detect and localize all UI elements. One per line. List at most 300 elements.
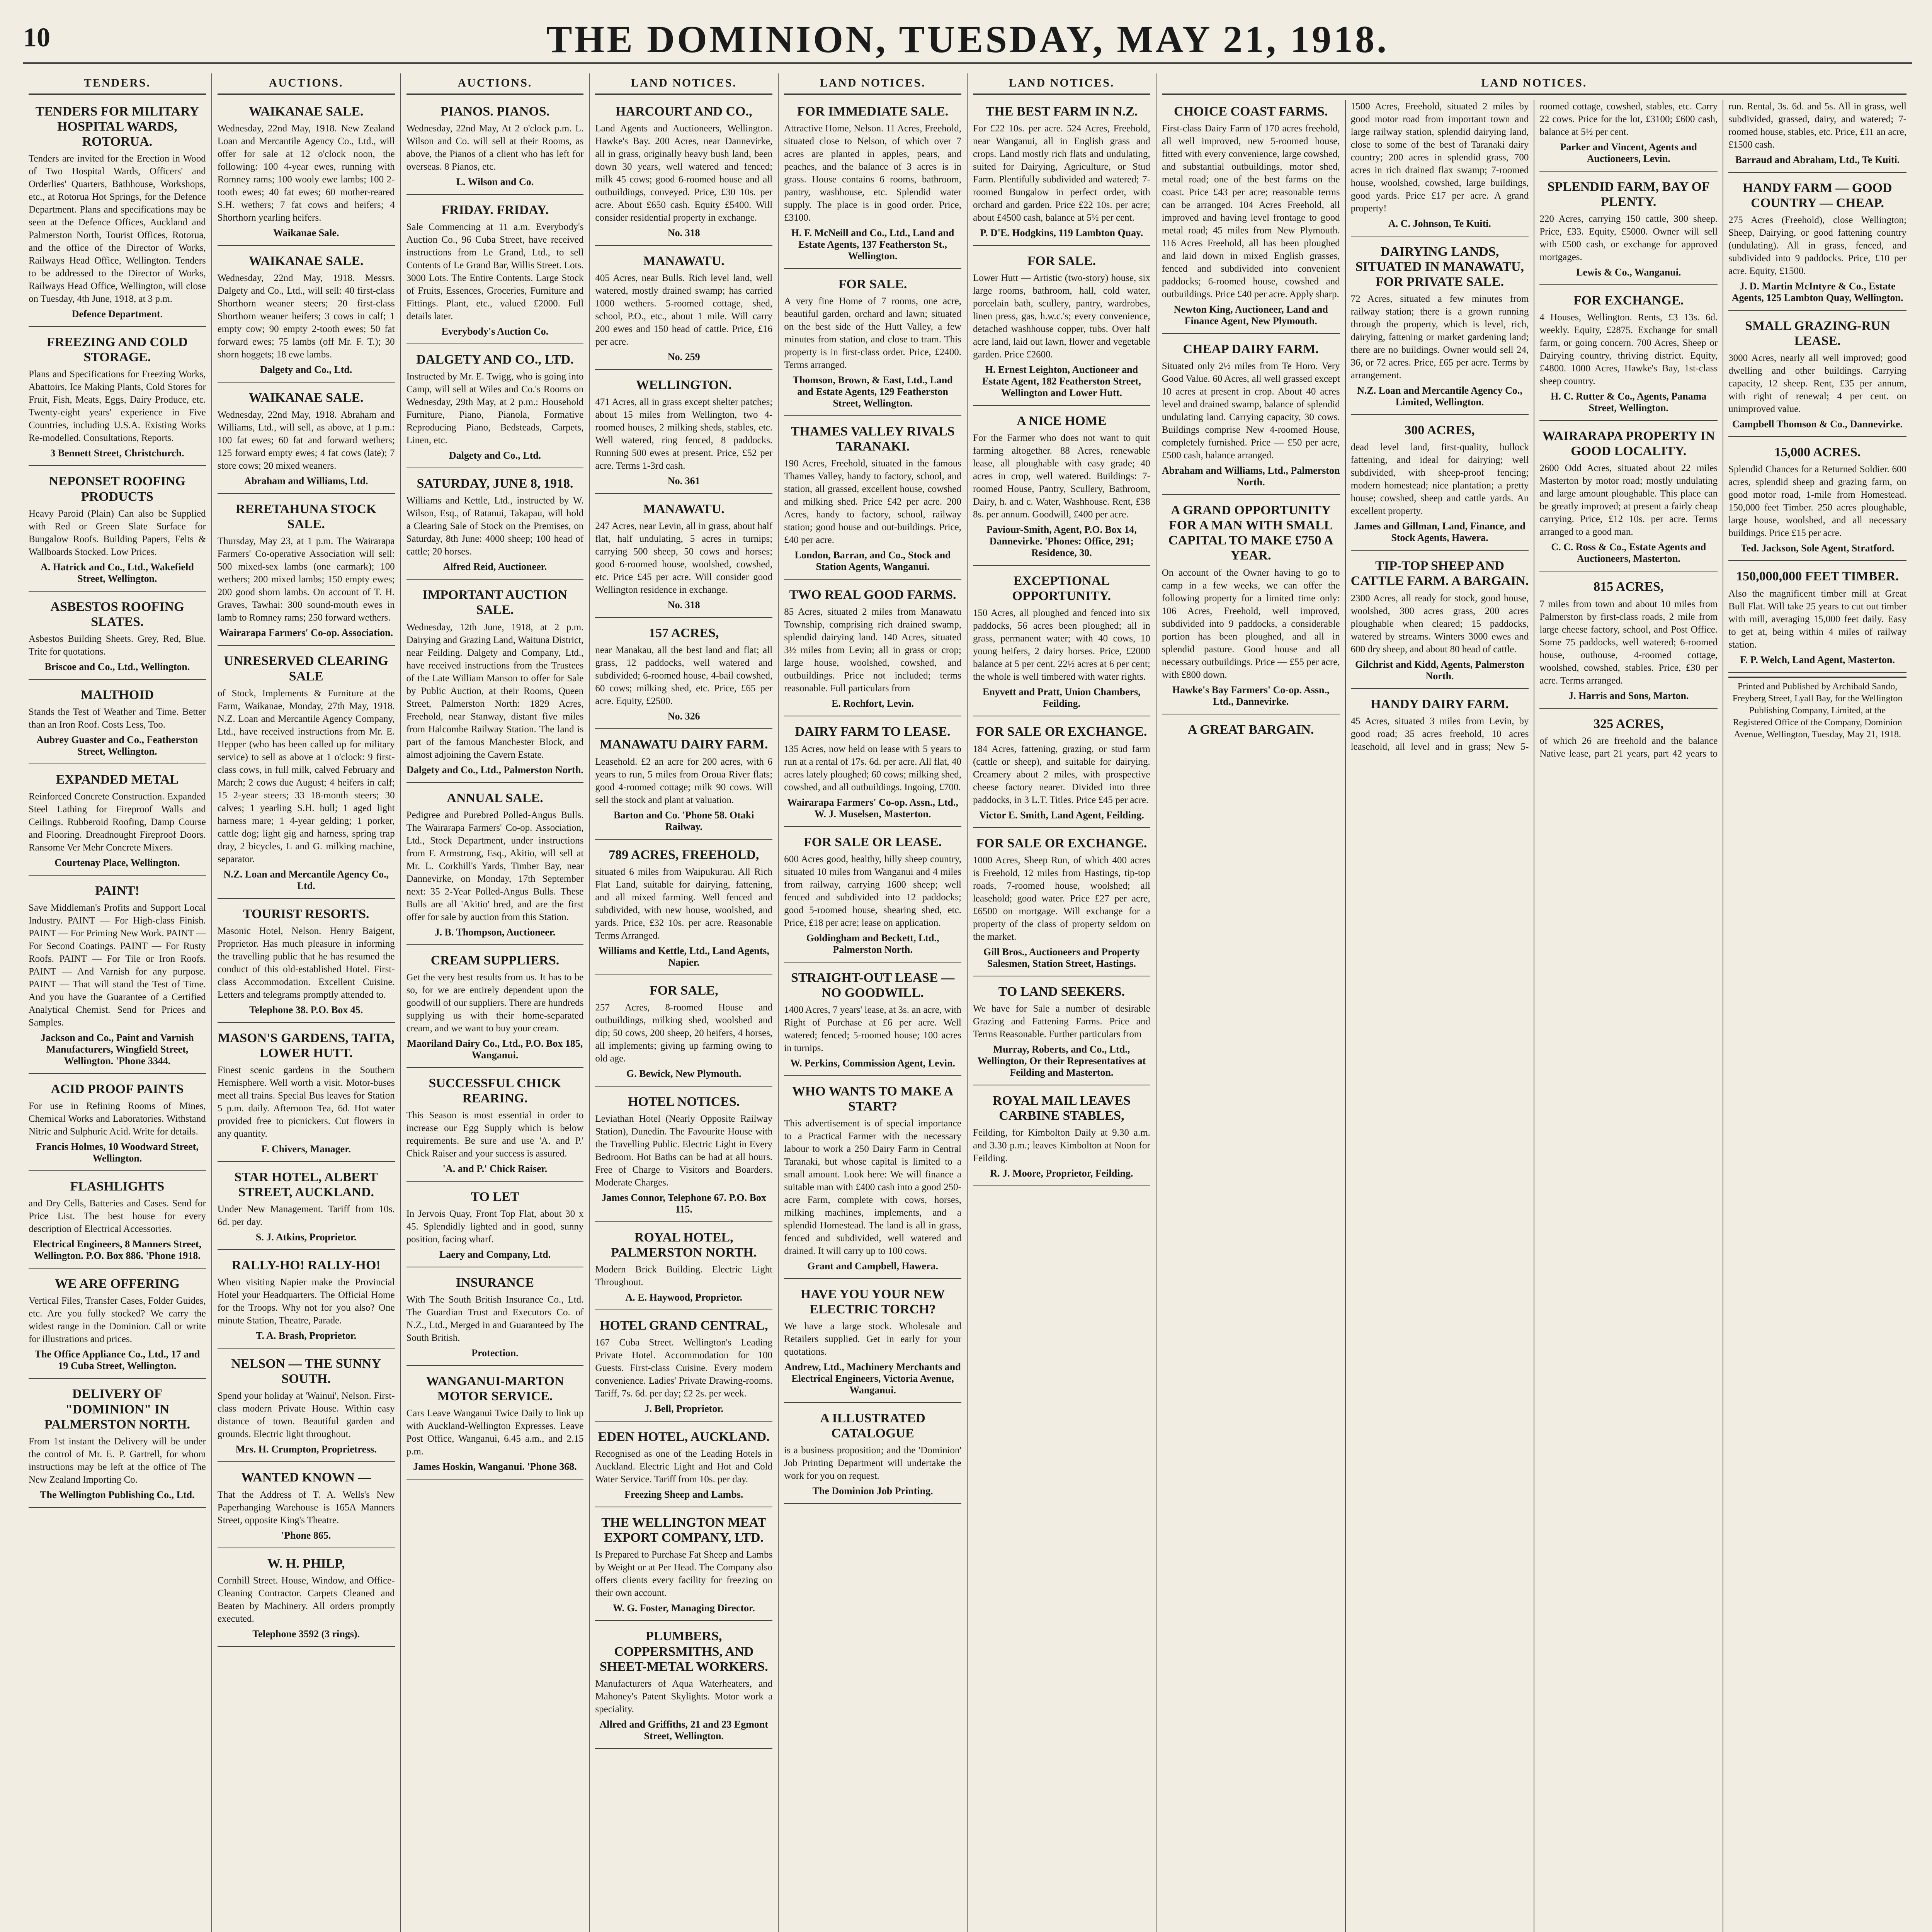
ad-signature: Jackson and Co., Paint and Varnish Manufacturers, Wingfield Street, Wellington. 'Phone 3344. [41, 1032, 194, 1067]
ad-signature: S. J. Atkins, Proprietor. [255, 1231, 357, 1243]
advertisement [406, 949, 584, 1068]
ad-title: 325 ACRES, [1594, 716, 1664, 731]
ad-signature: Ted. Jackson, Sole Agent, Stratford. [1740, 543, 1895, 554]
advertisement [973, 410, 1150, 566]
ad-body: Stands the Test of Weather and Time. Better than an Iron Roof. Costs Less, Too. [29, 706, 206, 730]
column-heading: TENDERS. [29, 73, 206, 95]
ad-title: HARCOURT AND CO., [616, 104, 752, 119]
ad-signature: P. D'E. Hodgkins, 119 Lambton Quay. [980, 227, 1143, 239]
ad-body: Recognised as one of the Leading Hotels in Auckland. Electric Light and Hot and Cold Water Service. Tariff from 10s. per day. [595, 1449, 773, 1485]
land-notices-section [1156, 73, 1912, 1932]
section-heading: LAND NOTICES. [1162, 73, 1906, 95]
ad-title: FREEZING AND COLD STORAGE. [47, 335, 188, 365]
ad-body: Wednesday, 22nd May, At 2 o'clock p.m. L. Wilson and Co. will sell at their Rooms, as above, the Pianos of a client who has left for overseas. 8 Pianos, etc. [406, 123, 584, 172]
ad-signature: Allred and Griffiths, 21 and 23 Egmont Street, Wellington. [599, 1718, 769, 1742]
ad-body: Under New Management. Tariff from 10s. 6d. per day. [217, 1204, 395, 1228]
ad-body: Situated only 2½ miles from Te Horo. Very Good Value. 60 Acres, all well grassed except 10 acres at present in crop. About 40 acres level and drained swamp, balance of splendid undulating land. Carrying capacity, 30 cows. Buildings comprise New 4-roomed House, completely furnished. Price — £50 per acre, £500 cash, balance arranged. [1162, 361, 1340, 461]
ad-title: STAR HOTEL, ALBERT STREET, AUCKLAND. [234, 1170, 378, 1200]
advertisement [1728, 565, 1906, 672]
ad-signature: Electrical Engineers, 8 Manners Street, Wellington. P.O. Box 886. 'Phone 1918. [33, 1238, 202, 1262]
ad-title: TENDERS FOR MILITARY HOSPITAL WARDS, ROTORUA. [35, 104, 199, 149]
ad-signature: Murray, Roberts, and Co., Ltd., Wellington, Or their Representatives at Feilding and Masterton. [977, 1043, 1146, 1078]
ad-body: and Dry Cells, Batteries and Cases. Send for Price List. The best house for every description of Electrical Accessories. [29, 1198, 206, 1235]
ad-signature: L. Wilson and Co. [456, 176, 534, 188]
ad-title: ROYAL MAIL LEAVES CARBINE STABLES, [992, 1093, 1131, 1123]
ad-body: 72 Acres, situated a few minutes from railway station; there is a grown running through the property, which is level, rich, dairying, fattening or market gardening land; there are no buildings. Owner would sell 24, 36, or 72 acres. Price, £65 per acre. Terms by arrangement. [1350, 294, 1529, 381]
ad-body: 471 Acres, all in grass except shelter patches; about 15 miles from Wellington, two 4-roomed houses, 2 milking sheds, stables, etc. Well watered, ring fenced, 8 paddocks. Running 500 ewes at present. Price, £52 per acre. Terms 1-3rd cash. [595, 397, 773, 471]
ad-signature: J. D. Martin McIntyre & Co., Estate Agents, 125 Lambton Quay, Wellington. [1731, 281, 1903, 304]
ad-signature: N.Z. Loan and Mercantile Agency Co., Limited, Wellington. [1357, 385, 1522, 408]
ad-body: Splendid Chances for a Returned Soldier. 600 acres, splendid sheep and grazing farm, on good motor road, 1-mile from Homestead. 150,000 feet Timber. 250 acres ploughable, large house, woolshed, and all necessary buildings. Price £15 per acre. [1728, 464, 1906, 539]
advertisement [595, 1314, 772, 1422]
ad-signature: Enyvett and Pratt, Union Chambers, Feilding. [982, 686, 1141, 709]
advertisement [1728, 177, 1906, 311]
ad-body: 1400 Acres, 7 years' lease, at 3s. an acre, with Right of Purchase at £6 per acre. Well watered; fenced; 5-roomed house; 100 acres in turnips. [784, 1004, 961, 1053]
advertisement [218, 100, 395, 246]
advertisement [218, 650, 395, 898]
ad-title: HAVE YOU YOUR NEW ELECTRIC TORCH? [800, 1287, 945, 1317]
advertisement [1728, 441, 1906, 561]
ad-title: DALGETY AND CO., LTD. [416, 352, 574, 367]
ad-signature: Newton King, Auctioneer, Land and Finance Agent, New Plymouth. [1173, 304, 1328, 327]
ad-title: NELSON — THE SUNNY SOUTH. [231, 1357, 381, 1386]
ad-title: FOR SALE. [1027, 254, 1096, 269]
ad-title: 150,000,000 FEET TIMBER. [1736, 569, 1899, 584]
ad-signature: Aubrey Guaster and Co., Featherston Street, Wellington. [36, 734, 198, 757]
ad-signature: Grant and Campbell, Hawera. [807, 1260, 938, 1272]
advertisement [29, 470, 206, 591]
advertisement [406, 100, 584, 195]
ad-signature: 'A. and P.' Chick Raiser. [442, 1163, 548, 1174]
advertisement [784, 1407, 961, 1504]
advertisement [784, 1080, 961, 1279]
ad-body: Is Prepared to Purchase Fat Sheep and Lambs by Weight or at Per Head. The Company also offers clients every facility for freezing on their own account. [595, 1549, 773, 1599]
ad-title: THE BEST FARM IN N.Z. [985, 104, 1138, 119]
ad-signature: 3 Bennett Street, Christchurch. [50, 447, 184, 459]
ad-signature: N.Z. Loan and Mercantile Agency Co., Ltd. [223, 868, 389, 891]
ad-signature: Abraham and Williams, Ltd., Palmerston North. [1162, 465, 1340, 488]
ad-body: Also the magnificent timber mill at Great Bull Flat. Will take 25 years to cut out timber with mill, averaging 15,000 feet daily. Easy to get at, being within 4 miles of railway station. [1728, 588, 1906, 650]
ad-signature: Courtenay Place, Wellington. [54, 857, 180, 869]
ad-signature: Dalgety and Co., Ltd. [449, 450, 541, 461]
ad-body: 2600 Odd Acres, situated about 22 miles Masterton by motor road; mostly undulating and large amount ploughable. This place can be greatly improved; at present a fairly cheap carrying. Price, £12 10s. per acre. Terms arranged to a good man. [1539, 463, 1718, 537]
ad-body: With The South British Insurance Co., Ltd. The Guardian Trust and Executors Co. of N.Z., Ltd., Merged in and Guaranteed by The South British. [406, 1294, 584, 1344]
ad-title: FOR SALE, [649, 983, 718, 998]
ad-title: CHOICE COAST FARMS. [1174, 104, 1328, 119]
ad-title: PIANOS. PIANOS. [440, 104, 550, 119]
ad-body: For £22 10s. per acre. 524 Acres, Freehold, near Wanganui, all in English grass and crops. Land mostly rich flats and undulating, suited for Dairying, Agriculture, or Stud Farm. Plentifully subdivided and watered; 7-roomed Bungalow in perfect order, with orchard and garden. Price £22 10s. per acre; about £4500 cash, balance at 5½ per cent. [973, 123, 1150, 223]
ad-body: We have a large stock. Wholesale and Retailers supplied. Get in early for your quotations. [784, 1321, 961, 1357]
ad-body: Plans and Specifications for Freezing Works, Abattoirs, Ice Making Plants, Cold Stores for Fruit, Fish, Meats, Eggs, Dairy Produce, etc. Twenty-eight years' experience in Five Countries, including U.S.A. Existing Works Re-modelled. Consultations, Reports. [29, 369, 206, 444]
ad-signature: Briscoe and Co., Ltd., Wellington. [44, 661, 190, 672]
ad-title: DELIVERY OF "DOMINION" IN PALMERSTON NORTH. [44, 1387, 190, 1432]
ad-body: Modern Brick Building. Electric Light Throughout. [595, 1264, 773, 1288]
advertisement [406, 787, 584, 945]
ad-signature: E. Rochfort, Levin. [832, 698, 914, 709]
advertisement [29, 331, 206, 466]
ad-signature: F. Chivers, Manager. [261, 1143, 351, 1155]
ad-signature: Protection. [471, 1347, 519, 1359]
ad-body: Spend your holiday at 'Wainui', Nelson. First-class modern Private House. Within easy distance of town. Beautiful garden and grounds. Electric light throughout. [217, 1391, 395, 1440]
column [401, 73, 590, 1932]
ad-body: Cars Leave Wanganui Twice Daily to link up with Auckland-Wellington Expresses. Leave Post Office, Wanganui, 6.45 a.m., and 2.15 p.m. [406, 1408, 584, 1457]
advertisement [406, 472, 584, 580]
column [23, 73, 212, 1932]
ad-signature: Barraud and Abraham, Ltd., Te Kuiti. [1735, 154, 1900, 165]
ad-signature: F. P. Welch, Land Agent, Masterton. [1740, 654, 1895, 665]
ad-title: 815 ACRES, [1594, 580, 1664, 594]
ad-title: A NICE HOME [1017, 414, 1107, 429]
advertisement [595, 250, 772, 370]
advertisement [595, 1226, 772, 1310]
ad-title: HANDY FARM — GOOD COUNTRY — CHEAP. [1743, 181, 1892, 211]
ad-title: EXPANDED METAL [56, 772, 179, 787]
ad-body: dead level land, first-quality, bullock fattening, and ideal for dairying; well subdivided, with sheep-proof fencing; modern homestead; nice plantation; a pretty house; cowshed, sheep and cattle yards. An excellent property. [1350, 442, 1529, 517]
advertisement [406, 583, 584, 782]
advertisement [784, 720, 961, 827]
advertisement [218, 1254, 395, 1349]
advertisement [784, 100, 961, 269]
ad-signature: Wairarapa Farmers' Co-op. Assn., Ltd., W. J. Muselsen, Masterton. [787, 796, 958, 820]
advertisement [973, 720, 1150, 828]
ad-signature: No. 259 [667, 351, 700, 363]
ad-title: CREAM SUPPLIERS. [430, 953, 560, 968]
ad-title: ROYAL HOTEL, PALMERSTON NORTH. [611, 1230, 757, 1260]
ad-title: HOTEL NOTICES. [628, 1094, 740, 1109]
ad-body: near Manakau, all the best land and flat; all grass, 12 paddocks, well watered and subdivided; 6-roomed house, 4-bail cowshed, 60 cows; milking shed, etc. Price, £65 per acre. Equity, £2500. [595, 645, 773, 707]
ad-signature: J. Harris and Sons, Marton. [1568, 690, 1689, 701]
ad-title: MANAWATU DAIRY FARM. [600, 737, 768, 752]
ad-signature: W. G. Foster, Managing Director. [612, 1602, 755, 1614]
ad-signature: Maoriland Dairy Co., Ltd., P.O. Box 185, Wanganui. [407, 1037, 583, 1061]
column [212, 73, 401, 1932]
ad-body: Pedigree and Purebred Polled-Angus Bulls. The Wairarapa Farmers' Co-op. Association, Ltd., Stock Department, under instructions from F. Armstrong, Esq., Akitio, will sell at Mr. L. Corkhill's Yards, Timber Bay, near Dannevirke, on Monday, 17th September next: 35 2-Year Polled-Angus Bulls. These Bulls are all 'Akitio' bred, and are the first offer for sale by auction from this Station. [406, 810, 584, 922]
ad-body: Lower Hutt — Artistic (two-story) house, six large rooms, bathroom, hall, cold water, porcelain bath, scullery, pantry, wardrobes, linen press, gas, h.w.c.'s; every convenience, detached washhouse copper, tubs. Over half acre land, laid out lawn, flower and vegetable garden. Price £2600. [973, 273, 1150, 360]
ad-body: 85 Acres, situated 2 miles from Manawatu Township, comprising rich drained swamp, splendid dairying land. 140 Acres, situated 3½ miles from Levin; all in grass or crop; large house, woolshed, cowshed, and outbuildings. Price not included; terms reasonable. Full particulars from [784, 607, 961, 694]
ad-signature: London, Barran, and Co., Stock and Station Agents, Wanganui. [794, 549, 951, 573]
ad-title: 789 ACRES, FREEHOLD, [609, 847, 759, 862]
advertisement [973, 100, 1150, 246]
advertisement [29, 768, 206, 876]
ad-title: FOR SALE. [838, 277, 907, 292]
ad-title: CHEAP DAIRY FARM. [1183, 342, 1319, 357]
ad-signature: Telephone 3592 (3 rings). [252, 1628, 360, 1639]
ad-title: ANNUAL SALE. [447, 791, 543, 805]
advertisement [595, 374, 772, 494]
advertisement [29, 100, 206, 327]
advertisement [218, 498, 395, 646]
ad-signature: No. 318 [667, 227, 700, 239]
advertisement [784, 583, 961, 716]
ad-title: PLUMBERS, COPPERSMITHS, AND SHEET-METAL WORKERS. [599, 1629, 768, 1674]
ad-title: ASBESTOS ROOFING SLATES. [50, 599, 184, 629]
advertisement [29, 1383, 206, 1507]
advertisement [973, 250, 1150, 406]
advertisement [218, 1466, 395, 1548]
ad-signature: Andrew, Ltd., Machinery Merchants and Electrical Engineers, Victoria Avenue, Wanganui. [784, 1361, 961, 1396]
ad-body: 257 Acres, 8-roomed House and outbuildings, milking shed, woolshed and dip; 50 cows, 200 sheep, 20 heifers, 4 horses, all implements; giving up farming owing to old age. [595, 1002, 773, 1064]
ad-title: FLASHLIGHTS [70, 1179, 165, 1194]
ad-body: Wednesday, 22nd May, 1918. New Zealand Loan and Mercantile Agency Co., Ltd., will offer for sale at 12 o'clock noon, the following: 100 4-year ewes, running with Romney rams; 100 wooly ewe lambs; 100 2-tooth ewes; 40 fat ewes; 60 mother-reared S.H. wethers; 7 fat cows and heifers; 4 Shorthorn yearling heifers. [217, 123, 395, 223]
ad-body: 247 Acres, near Levin, all in grass, about half flat, half undulating, 5 acres in turnips; carrying 500 sheep, 50 cows and horses; good 6-roomed house, woolshed, cowshed, etc. Price £45 per acre. Will consider good Wellington residence in exchange. [595, 521, 773, 595]
ad-title: TO LET [471, 1189, 519, 1204]
ad-signature: Francis Holmes, 10 Woodward Street, Wellington. [36, 1141, 199, 1164]
ad-body: Asbestos Building Sheets. Grey, Red, Blue. Trite for quotations. [29, 633, 206, 657]
advertisement [1539, 289, 1718, 421]
advertisement [29, 1078, 206, 1171]
advertisement [595, 100, 772, 246]
ad-title: FRIDAY. FRIDAY. [441, 203, 549, 218]
ad-title: A ILLUSTRATED CATALOGUE [820, 1411, 925, 1441]
ad-signature: Waikanae Sale. [273, 227, 339, 239]
advertisement [29, 1272, 206, 1379]
ad-signature: 'Phone 865. [281, 1529, 331, 1541]
ad-body: Wednesday, 12th June, 1918, at 2 p.m. Dairying and Grazing Land, Waituna District, near Feilding. Dalgety and Company, Ltd., have received instructions from the Trustees of the Late William Manson to offer for Sale by Public Auction, at their Rooms, Queen Street, Palmerston North: 1829 Acres, Freehold, near Stanway, distant five miles from Halcombe Railway Station. The land is part of the famous Manchester Block, and almost adjoining the Cavern Estate. [406, 622, 584, 760]
ad-body: Manufacturers of Aqua Waterheaters, and Mahoney's Patent Skylights. Motor work a speciality. [595, 1678, 773, 1714]
advertisement [595, 979, 772, 1087]
ad-body: 405 Acres, near Bulls. Rich level land, well watered, mostly drained swamp; has carried 1000 wethers. 5-roomed cottage, shed, school, P.O., etc., about 1 mile. Will carry 200 ewes and 150 head of cattle. Price, £16 per acre. [595, 273, 773, 347]
column-heading: LAND NOTICES. [595, 73, 772, 95]
ad-body: Williams and Kettle, Ltd., instructed by W. Wilson, Esq., of Ratanui, Takapau, will hold a Clearing Sale of Stock on the Premises, on Saturday, 8th June: 4000 sheep; 100 head of cattle; 20 horses. [406, 495, 584, 557]
ad-signature: H. Ernest Leighton, Auctioneer and Estate Agent, 182 Featherston Street, Wellington and Lower Hutt. [982, 364, 1141, 399]
ad-signature: Goldingham and Beckett, Ltd., Palmerston North. [806, 932, 939, 955]
ad-body: of Stock, Implements & Furniture at the Farm, Waikanae, Monday, 27th May, 1918. N.Z. Loan and Mercantile Agency Company, Ltd., have received instructions from Mr. E. Hepper (who has been called up for military service) to sell as above at 1 o'clock: 9 first-class cows, in full milk, calved February and March; 2 cows due August; 4 heifers in calf; 15 2-year steers; 33 18-month steers; 30 calves; 1 yearling S.H. bull; 1 aged light harness mare; 1 4-year gelding; 1 porker, cattle dog; light gig and harness, spring trap dray, 2 bicycles, L and G. milking machine, separator. [217, 688, 395, 864]
ad-signature: Everybody's Auction Co. [441, 326, 549, 337]
ad-title: MANAWATU. [643, 254, 724, 269]
ad-signature: The Office Appliance Co., Ltd., 17 and 19 Cuba Street, Wellington. [34, 1349, 200, 1372]
ad-body: Reinforced Concrete Construction. Expanded Steel Lathing for Fireproof Walls and Ceilings. Rubberoid Roofing, Damp Course and Flooring. Dreadnought Fireproof Doors. Ransome Ver Mehr Concrete Mixers. [29, 791, 206, 853]
ad-body: Land Agents and Auctioneers, Wellington. Hawke's Bay. 200 Acres, near Dannevirke, all in grass, originally heavy bush land, been down 30 years, well watered and fenced; milk 45 cows; good 6-roomed house and all outbuildings, conveyed. Price, £30 10s. per acre. About £650 cash. Equity £5400. Will consider residential property in exchange. [595, 123, 773, 223]
advertisement [784, 1283, 961, 1403]
advertisement [29, 879, 206, 1074]
ad-title: SUCCESSFUL CHICK REARING. [429, 1076, 561, 1105]
ad-body: Masonic Hotel, Nelson. Henry Baigent, Proprietor. Has much pleasure in informing the travelling public that he has resumed the conduct of this old-established Hotel. First-class Accommodation. Excellent Cuisine. Letters and telegrams promptly attended to. [217, 925, 395, 1000]
ad-body: In Jervois Quay, Front Top Flat, about 30 x 45. Splendidly lighted and in good, sunny position, facing wharf. [406, 1209, 584, 1245]
ad-signature: A. E. Haywood, Proprietor. [625, 1292, 743, 1303]
advertisement [784, 831, 961, 963]
ad-body: 1000 Acres, Sheep Run, of which 400 acres is Freehold, 12 miles from Hastings, tip-top roads, 7-roomed house, woolshed; all leasehold; good water. Price £27 per acre, £6500 on mortgage. Will exchange for a property of the class of property seldom on the market. [973, 855, 1150, 942]
ad-body: For use in Refining Rooms of Mines, Chemical Works and Laboratories. Withstand Nitric and Sulphuric Acid. Write for details. [29, 1101, 206, 1137]
ad-body: 4 Houses, Wellington. Rents, £3 13s. 6d. weekly. Equity, £2875. Exchange for small farm, or going concern. 700 Acres, Sheep or Dairying country, thriving district. Equity, £4800. 1000 Acres, Hawke's Bay, 1st-class sheep country. [1539, 312, 1718, 387]
ad-signature: Freezing Sheep and Lambs. [624, 1489, 743, 1500]
ad-signature: J. B. Thompson, Auctioneer. [434, 926, 556, 938]
ad-title: HANDY DAIRY FARM. [1371, 697, 1509, 711]
ad-signature: The Dominion Job Printing. [812, 1485, 933, 1497]
ad-body: Thursday, May 23, at 1 p.m. The Wairarapa Farmers' Co-operative Association will sell: 500 mixed-sex lambs (one earmark); 100 wethers; 200 mixed lambs; 150 empty ewes; 200 good shorn lambs. On account of T. H. Graves, Tawhai: 300 sound-mouth ewes in lamb to Romney rams; 250 forward wethers. [217, 536, 395, 623]
ad-body: 7 miles from town and about 10 miles from Palmerston by first-class roads, 2 mile from large cheese factory, school, and Post Office. Some 75 paddocks, well watered; 6-roomed house, outhouse, 4-roomed cottage, woolshed, cowshed, stables. Price, £30 per acre. Terms arranged. [1539, 599, 1718, 686]
advertisement [595, 498, 772, 618]
ad-title: ACID PROOF PAINTS [51, 1082, 184, 1097]
ad-title: SPLENDID FARM, BAY OF PLENTY. [1547, 180, 1710, 209]
ad-title: WHO WANTS TO MAKE A START? [792, 1084, 954, 1114]
ad-body: Leviathan Hotel (Nearly Opposite Railway Station), Dunedin. The Favourite House with the Travelling Public. Electric Light in Every Bedroom. Hot Baths can be had at all hours. Free of Charge to Visitors and Boarders. Moderate Charges. [595, 1113, 773, 1188]
ad-body: 2300 Acres, all ready for stock, good house, woolshed, 300 acres grass, 200 acres ploughable when cleared; 15 paddocks, watered by streams. Winters 3000 ewes and 600 dry sheep, and about 80 head of cattle. [1350, 593, 1529, 655]
ad-body: 1500 Acres, Freehold, situated 2 miles by good motor road from important town and large railway station, splendid dairying land, close to some of the best of Taranaki dairy country; 200 acres in splendid grass, 700 acres in rich drained flax swamp; 7-roomed house, woolshed, cowshed, large buildings, good yards. Price £17 per acre. A grand property! [1350, 101, 1529, 214]
column [590, 73, 779, 1932]
ad-body: From 1st instant the Delivery will be under the control of Mr. E. P. Gartrell, for whom instructions may be left at the office of The New Zealand Importing Co. [29, 1436, 206, 1485]
ad-body: When visiting Napier make the Provincial Hotel your Headquarters. The Official Home for the Troops. Why not for you also? One minute Station, Theatre, Parade. [217, 1277, 395, 1326]
ad-signature: Wairarapa Farmers' Co-op. Association. [219, 627, 393, 639]
column [779, 73, 968, 1932]
ad-title: MANAWATU. [643, 502, 724, 517]
masthead [23, 15, 1912, 64]
ad-title: FOR SALE OR LEASE. [804, 835, 942, 849]
ad-body: Heavy Paroid (Plain) Can also be Supplied with Red or Green Slate Surface for Bungalow Roofs. Building Papers, Felts & Wallboards Stocked. Low Prices. [29, 508, 206, 557]
ad-signature: T. A. Brash, Proprietor. [256, 1330, 357, 1342]
advertisement [595, 844, 772, 975]
advertisement [406, 348, 584, 468]
ad-signature: The Wellington Publishing Co., Ltd. [40, 1489, 195, 1500]
advertisement [595, 733, 772, 839]
advertisement [1728, 315, 1906, 437]
ad-body: Leasehold. £2 an acre for 200 acres, with 6 years to run, 5 miles from Oroua River flats; good 4-roomed cottage; milk 90 cows. Will sell the stock and plant at valuation. [595, 756, 773, 805]
ad-body: 184 Acres, fattening, grazing, or stud farm (cattle or sheep), and suitable for dairying. Creamery about 2 miles, with prospective cheese factory nearer. Divided into three paddocks, in 3 L.T. Titles. Price £45 per acre. [973, 743, 1150, 805]
ad-signature: Williams and Kettle, Ltd., Land Agents, Napier. [598, 945, 769, 968]
ad-title: TO LAND SEEKERS. [998, 984, 1125, 999]
ad-body: Attractive Home, Nelson. 11 Acres, Freehold, situated close to Nelson, of which over 7 acres are planted in apples, pears, and peaches, and the balance of 3 acres is in grass. House contains 6 rooms, bathroom, pantry, washhouse, etc. Splendid water supply. The place is in good order. Price, £3100. [784, 123, 961, 223]
ad-body: of which 26 are freehold and the balance Native lease, part 21 years, part 42 years to run. Rental, 3s. 6d. and 5s. All in grass, well subdivided, grassed, dairy, and watered; 7-roomed house, stables, etc. Price, £11 an acre, £1500 cash. [1539, 101, 1906, 759]
ad-signature: Gilchrist and Kidd, Agents, Palmerston North. [1355, 658, 1524, 682]
advertisement [784, 966, 961, 1076]
column-heading: LAND NOTICES. [973, 73, 1150, 95]
ad-body: 135 Acres, now held on lease with 5 years to run at a rental of 17s. 6d. per acre. All flat, 40 acres lately ploughed; 60 cows; milking shed, cowshed, and all outbuildings. Ingoing, £700. [784, 743, 961, 793]
advertisement [218, 386, 395, 494]
ad-title: WAIKANAE SALE. [248, 391, 364, 405]
advertisement [973, 832, 1150, 976]
ad-title: FOR SALE OR EXCHANGE. [976, 724, 1147, 739]
ad-title: WAIKANAE SALE. [248, 104, 364, 119]
ad-title: WE ARE OFFERING [54, 1277, 180, 1291]
ad-signature: H. F. McNeill and Co., Ltd., Land and Estate Agents, 137 Featherston St., Wellington. [791, 227, 954, 262]
ad-signature: R. J. Moore, Proprietor, Feilding. [990, 1167, 1133, 1179]
advertisement [973, 1089, 1150, 1186]
ad-title: MASON'S GARDENS, TAITA, LOWER HUTT. [218, 1031, 395, 1060]
advertisement [595, 1625, 772, 1748]
ad-signature: H. C. Rutter & Co., Agents, Panama Street, Wellington. [1551, 391, 1707, 414]
ad-title: WANTED KNOWN — [241, 1470, 371, 1485]
ad-signature: James Hoskin, Wanganui. 'Phone 368. [413, 1461, 577, 1473]
ad-body: On account of the Owner having to go to camp in a few weeks, we can offer the following property for a limited time only: 106 Acres, Freehold, well improved, subdivided into 9 paddocks, a considerable portion has been ploughed, and all in splendid pasture. Good house and all necessary outbuildings. Price — £55 per acre, with £800 down. [1162, 567, 1340, 680]
ad-title: DAIRYING LANDS, SITUATED IN MANAWATU, FOR PRIVATE SALE. [1355, 245, 1524, 289]
ad-title: EDEN HOTEL, AUCKLAND. [598, 1430, 770, 1444]
advertisement [406, 1185, 584, 1267]
ad-title: TOURIST RESORTS. [243, 906, 369, 921]
advertisement [406, 1370, 584, 1480]
ad-signature: Hawke's Bay Farmers' Co-op. Assn., Ltd., Dannevirke. [1172, 684, 1330, 707]
advertisement [1351, 419, 1529, 551]
ad-signature: Barton and Co. 'Phone 58. Otaki Railway. [614, 809, 754, 832]
column-heading: LAND NOTICES. [784, 73, 961, 95]
ad-signature: Thomson, Brown, & East, Ltd., Land and Estate Agents, 129 Featherston Street, Wellington. [793, 374, 953, 409]
advertisement [29, 684, 206, 764]
ad-signature: James Connor, Telephone 67. P.O. Box 115. [601, 1192, 766, 1215]
ad-body: That the Address of T. A. Wells's New Paperhanging Warehouse is 165A Manners Street, opposite King's Theatre. [217, 1489, 395, 1526]
newspaper-title: THE DOMINION, TUESDAY, MAY 21, 1918. [546, 18, 1389, 61]
ad-title: PAINT! [95, 884, 139, 898]
ad-body: is a business proposition; and the 'Dominion' Job Printing Department will undertake the work for you on request. [784, 1445, 961, 1481]
ad-title: FOR EXCHANGE. [1573, 293, 1684, 308]
ad-signature: Alfred Reid, Auctioneer. [443, 561, 547, 573]
ad-signature: W. Perkins, Commission Agent, Levin. [790, 1057, 955, 1069]
ad-title: 15,000 ACRES. [1774, 445, 1861, 460]
advertisement [1351, 240, 1529, 415]
advertisement [1162, 499, 1340, 714]
advertisement [406, 199, 584, 344]
ad-title: WELLINGTON. [636, 378, 732, 393]
advertisement [218, 903, 395, 1023]
ad-body: Sale Commencing at 11 a.m. Everybody's Auction Co., 96 Cuba Street, have received instructions from Le Grand, Ltd., to sell Contents of Le Grand Bar, Willis Street. Lots. 3000 Lots. The Entire Contents. Large Stock of Fruits, Essences, Groceries, Furniture and Fittings. Plant, etc., valued £2000. Full details later. [406, 222, 584, 322]
advertisement [1162, 100, 1340, 334]
advertisement [218, 1552, 395, 1647]
ad-signature: No. 361 [667, 475, 700, 487]
ad-title: STRAIGHT-OUT LEASE — NO GOODWILL. [791, 970, 955, 1000]
ad-signature: G. Bewick, New Plymouth. [626, 1068, 742, 1079]
ad-body: First-class Dairy Farm of 170 acres freehold, all well improved, new 5-roomed house, fitted with every convenience, large cowshed, and substantial outbuildings, motor shed, metal road; one of the best farms on the coast. Price £43 per acre; reasonable terms can be arranged. 104 Acres Freehold, all improved and having level frontage to good metal road; 45 miles from New Plymouth. 116 Acres Freehold, all has been ploughed and laid down in mixed English grasses, fenced and subdivided into convenient paddocks; 6-roomed house, cowshed and outbuildings. Price £40 per acre. Apply sharp. [1162, 123, 1340, 300]
ad-signature: Dalgety and Co., Ltd. [260, 364, 352, 376]
ad-signature: C. C. Ross & Co., Estate Agents and Auctioneers, Masterton. [1551, 541, 1706, 565]
ad-title: UNRESERVED CLEARING SALE [224, 654, 388, 684]
newspaper-page [23, 15, 1912, 1932]
ad-signature: Paviour-Smith, Agent, P.O. Box 14, Dannevirke. 'Phones: Office, 291; Residence, 30. [986, 524, 1137, 559]
ad-body: This Season is most essential in order to increase our Egg Supply which is below requirements. Be sure and use 'A. and P.' Chick Raiser and your success is assured. [406, 1110, 584, 1159]
ad-body: This advertisement is of special importance to a Practical Farmer with the necessary labour to work a 250 Dairy Farm in Central Taranaki, but whose capital is limited to a small amount. Look here: We will finance a suitable man with £400 cash into a good 250-acre Farm, complete with cows, horses, milking machines, implements, and a splendid Homestead. The land is all in grass, fenced and subdivided, well watered and drained. It will carry up to 100 cows. [784, 1118, 961, 1257]
column [968, 73, 1156, 1932]
ad-body: Finest scenic gardens in the Southern Hemisphere. Well worth a visit. Motor-buses meet all trains. Special Bus leaves for Station 5 p.m. daily. Afternoon Tea, 6d. Hot water provided free to picnickers. Cut flowers in any quantity. [217, 1065, 395, 1139]
ad-body: 190 Acres, Freehold, situated in the famous Thames Valley, handy to factory, school, and station, all grassed, excellent house, cowshed and milking shed. Price £42 per acre. 200 Acres, handy to factory, school, railway station; good house and out-buildings. Price, £40 per acre. [784, 458, 961, 546]
ad-title: TIP-TOP SHEEP AND CATTLE FARM. A BARGAIN. [1350, 559, 1529, 588]
ad-title: 157 ACRES, [649, 626, 719, 641]
advertisement [973, 570, 1150, 716]
advertisement [973, 980, 1150, 1085]
page-number: 10 [23, 23, 50, 53]
advertisement [29, 1175, 206, 1269]
ad-signature: Lewis & Co., Wanganui. [1576, 267, 1681, 278]
ad-signature: J. Bell, Proprietor. [644, 1403, 723, 1415]
advertisement [406, 1271, 584, 1366]
ad-signature: No. 326 [667, 711, 700, 722]
column-grid [23, 73, 1912, 1932]
ad-body: We have for Sale a number of desirable Grazing and Fattening Farms. Price and Terms Reasonable. Further particulars from [973, 1003, 1150, 1039]
advertisement [218, 250, 395, 383]
ad-body: For the Farmer who does not want to quit farming altogether. 88 Acres, renewable lease, all ploughable with easy grade; 40 acres in crop, well watered. Buildings: 7-roomed House, Pantry, Scullery, Bathroom, Dairy, h. and c. Water, Washhouse. Rent, £38 8s. per annum. Goodwill, £400 per acre. [973, 433, 1150, 520]
ad-title: THAMES VALLEY RIVALS TARANAKI. [791, 424, 955, 454]
ad-title: FOR IMMEDIATE SALE. [797, 104, 949, 119]
advertisement [784, 273, 961, 416]
ad-title: W. H. PHILP, [267, 1556, 345, 1571]
ad-title: HOTEL GRAND CENTRAL, [600, 1318, 768, 1333]
advertisement [595, 1511, 772, 1621]
advertisement [406, 1072, 584, 1182]
ad-body: Instructed by Mr. E. Twigg, who is going into Camp, will sell at Wiles and Co.'s Rooms on Wednesday, 29th May, at 2 p.m.: Household Furniture, Piano, Pianola, Formative Reproducing Piano, Bedsteads, Carpets, Linen, etc. [406, 371, 584, 446]
ad-title: WANGANUI-MARTON MOTOR SERVICE. [426, 1374, 564, 1404]
ad-body: 150 Acres, all ploughed and fenced into six paddocks, 56 acres been ploughed; all in grass, permanent water; with 40 cows, 10 young heifers, 2 dairy horses. Price, £2000 balance at 5 per cent. 22½ acres at 6 per cent; the whole is well timbered with water rights. [973, 608, 1150, 682]
ad-signature: Laery and Company, Ltd. [439, 1249, 551, 1260]
ad-title: FOR SALE OR EXCHANGE. [976, 836, 1147, 850]
ad-signature: No. 318 [667, 599, 700, 611]
ad-signature: Campbell Thomson & Co., Dannevirke. [1732, 418, 1903, 430]
column-heading: AUCTIONS. [218, 73, 395, 95]
ad-title: THE WELLINGTON MEAT EXPORT COMPANY, LTD. [601, 1515, 767, 1545]
ad-body: Get the very best results from us. It has to be so, for we are entirely dependent upon the goodwill of our suppliers. There are hundreds supplying us with their home-separated cream, and we want to buy your cream. [406, 972, 584, 1034]
ad-title: MALTHOID [80, 687, 154, 702]
advertisement [218, 1166, 395, 1250]
advertisement [29, 595, 206, 680]
ad-title: DAIRY FARM TO LEASE. [795, 724, 951, 739]
ad-title: RERETAHUNA STOCK SALE. [236, 502, 377, 532]
ad-title: A GREAT BARGAIN. [1187, 722, 1314, 737]
ad-signature: James and Gillman, Land, Finance, and Stock Agents, Hawera. [1354, 520, 1526, 544]
advertisement [218, 1027, 395, 1162]
